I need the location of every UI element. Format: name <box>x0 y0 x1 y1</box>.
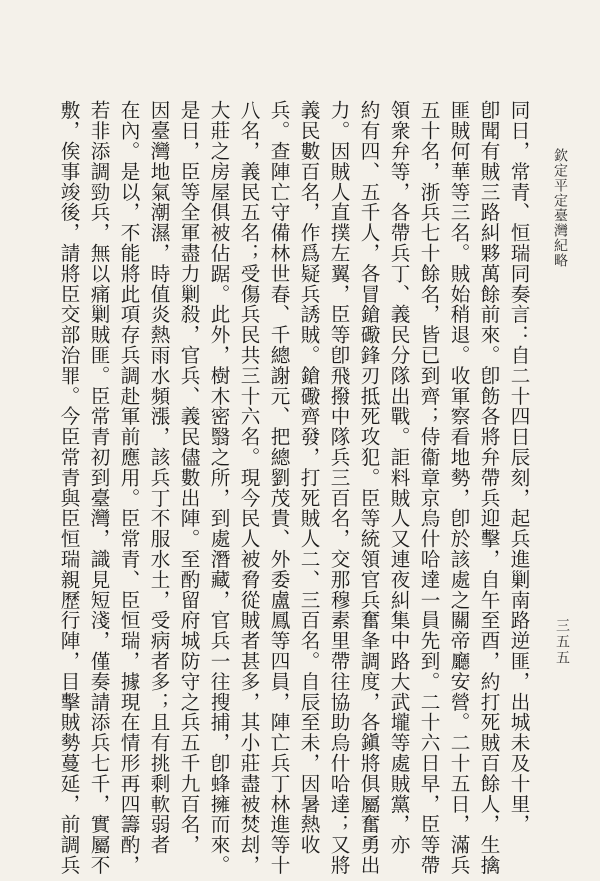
text-column: 力。因賊人直撲左翼，臣等卽飛撥中隊兵三百名，交那穆素里帶往協助烏什哈達；又將 <box>327 100 350 876</box>
text-column: 匪賊何華等三名。賊始稍退。收軍察看地勢，卽於該處之關帝廳安營。二十五日，滿兵 <box>447 100 470 876</box>
text-column: 同日，常青、恒瑞同奏言：自二十四日辰刻，起兵進剿南路逆匪，出城未及十里， <box>507 100 530 835</box>
text-column: 敷，俟事竣後，請將臣交部治罪。今臣常青與臣恒瑞親歷行陣，目擊賊勢蔓延，前調兵 <box>57 100 80 876</box>
page-number: 三五五 <box>554 618 570 666</box>
text-column: 若非添調勁兵，無以痛剿賊匪。臣常青初到臺灣，識見短淺，僅奏請添兵七千，實屬不 <box>87 100 110 876</box>
text-column: 八名，義民五名；受傷兵民共三十六名。現今民人被脅從賊者甚多，其小莊盡被焚刦， <box>237 100 260 876</box>
text-column: 約有四、五千人，各冒鎗礮鋒刃抵死攻犯。臣等統領官兵奮夆調度，各鎭將俱屬奮勇出 <box>357 100 380 876</box>
text-column: 兵。查陣亡守備林世春、千總謝元、把總劉茂貴、外委盧鳳等四員，陣亡兵丁林進等十 <box>267 100 290 876</box>
text-column: 五十名，浙兵七十餘名，皆已到齊；侍衞章京烏什哈達一員先到。二十六日早，臣等帶 <box>417 100 440 876</box>
text-column: 大莊之房屋俱被佔踞。此外，樹木密翳之所，到處潛藏，官兵一往搜捕，卽蜂擁而來。 <box>207 100 230 876</box>
text-column: 領衆弁等，各帶兵丁、義民分隊出戰。詎料賊人又連夜糾集中路大武壠等處賊黨，亦 <box>387 100 410 855</box>
book-title: 欽定平定臺灣紀略 <box>552 148 568 268</box>
text-column: 義民數百名，作爲疑兵誘賊。鎗礮齊發，打死賊人二、三百名。自辰至未，因暑熱收 <box>297 100 320 855</box>
text-column: 因臺灣地氣潮濕，時值炎熱雨水頻漲，該兵丁不服水土，受病者多；且有挑剩軟弱者 <box>147 100 170 855</box>
text-column: 在內。是以，不能將此項存兵調赴軍前應用。臣常青、臣恒瑞，據現在情形再四籌酌， <box>117 100 140 876</box>
text-column: 卽聞有賊三路糾夥萬餘前來。卽飭各將弁帶兵迎擊，自午至酉，約打死賊百餘人，生擒 <box>477 100 500 876</box>
text-column: 是日，臣等全軍盡力剿殺，官兵、義民儘數出陣。至酌留府城防守之兵五千九百名， <box>177 100 200 855</box>
